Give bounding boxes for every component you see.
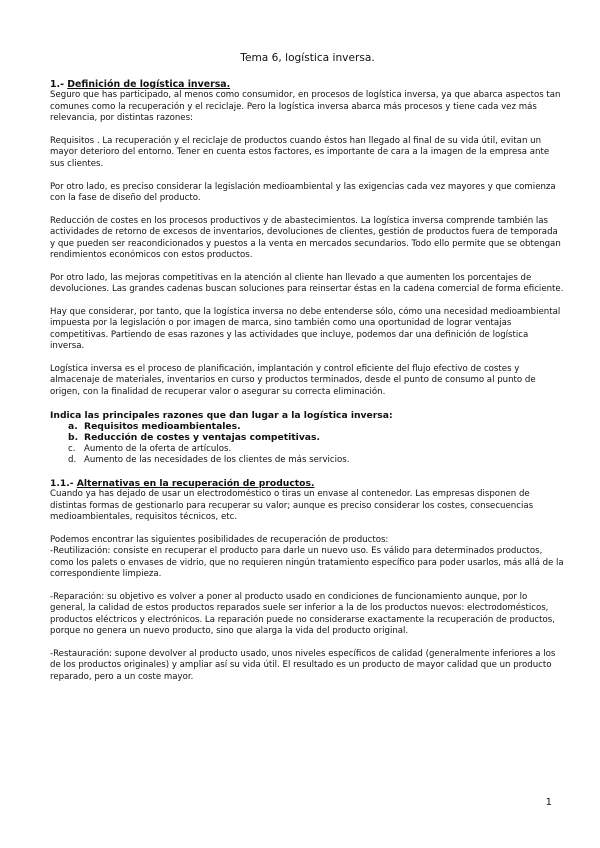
section-1-1-heading bbox=[50, 478, 565, 489]
list-marker: b. bbox=[68, 432, 79, 444]
section-1-1-title: Alternativas en la recuperación de productos. bbox=[76, 477, 315, 489]
list-item-text: Requisitos medioambientales. bbox=[84, 421, 241, 433]
list-marker: a. bbox=[68, 421, 78, 433]
paragraph-reduccion-costes: Reducción de costes en los procesos productivos y de abastecimientos. La logística inversa comprende también las actividades de retorno de excesos de inventarios, devoluciones de clientes, gestión de productos fuera de temporada y que pueden ser reacondicionados y puestos a la venta en mercados secundarios. Todo ello permite que se obtengan rendimientos económicos con estos productos. bbox=[50, 215, 561, 261]
section-1-heading bbox=[50, 79, 565, 90]
paragraph-requisitos: Requisitos . La recuperación y el reciclaje de productos cuando éstos han llegado al final de su vida útil, evitan un mayor deterioro del entorno. Tener en cuenta estos factores, es importante de cara a la imagen de la empresa ante sus clientes. bbox=[50, 136, 550, 169]
list-item bbox=[50, 444, 565, 455]
paragraph-mejoras-competitivas: Por otro lado, las mejoras competitivas en la atención al cliente han llevado a que aumenten los porcentajes de devoluciones. Las grandes cadenas buscan soluciones para reinsertar éstas en la cadena comercial de forma eficiente. bbox=[50, 272, 564, 295]
list-item bbox=[50, 455, 565, 466]
list-item bbox=[50, 421, 565, 432]
section-1-intro: Seguro que has participado, al menos como consumidor, en procesos de logística inversa, ya que abarca aspectos tan comunes como la recuperación y el reciclaje. Pero la logística inversa abarca más procesos y tiene cada vez más relevancia, por distintas razones: bbox=[50, 90, 561, 124]
list-item bbox=[50, 432, 565, 443]
section-1-number: 1.- bbox=[50, 79, 64, 90]
paragraph-considerar: Hay que considerar, por tanto, que la logística inversa no debe entenderse sólo, cómo una necesidad medioambiental impuesta por la legislación o por imagen de marca, sino también como una oportunidad de lograr ventajas competitivas. Partiendo de esas razones y las actividades que incluye, podemos dar una definición de logística inversa. bbox=[50, 307, 561, 352]
document-title: Tema 6, logística inversa. bbox=[240, 52, 375, 64]
paragraph-definicion: Logística inversa es el proceso de planificación, implantación y control eficiente del flujo efectivo de costes y almacenaje de materiales, inventarios en curso y productos terminados, desde el punto de consumo al punto de origen, con la finalidad de recuperar valor o asegurar su correcta eliminación. bbox=[50, 364, 536, 397]
section-1-title: Definición de logística inversa. bbox=[67, 79, 231, 90]
question-heading: Indica las principales razones que dan lugar a la logística inversa: bbox=[50, 409, 393, 421]
list-item-text: Aumento de las necesidades de los clientes de más servicios. bbox=[84, 455, 350, 466]
list-item-text: Aumento de la oferta de artículos. bbox=[84, 443, 232, 454]
list-marker: d. bbox=[68, 455, 77, 466]
section-1-1-intro: Cuando ya has dejado de usar un electrodoméstico o tiras un envase al contenedor. Las empresas disponen de distintas formas de gestionarlo para recuperar su valor; aunque es preciso considerar los costes, consecuencias medioambientales, requisitos técnicos, etc. bbox=[50, 489, 534, 522]
list-marker: c. bbox=[68, 443, 76, 454]
reasons-list bbox=[50, 421, 565, 467]
paragraph-restauracion: -Restauración: supone devolver al producto usado, unos niveles específicos de calidad (generalmente inferiores a los de los productos originales) y ampliar así su vida útil. El resultado es un producto de mayor calidad que un producto reparado, pero a un coste mayor. bbox=[50, 648, 556, 682]
paragraph-reparacion: -Reparación: su objetivo es volver a poner al producto usado en condiciones de funcionamiento aunque, por lo general, la calidad de estos productos reparados suele ser inferior a la de los productos nuevos: electrodomésticos, productos eléctricos y electrónicos. La reparación puede no considerarse exactamente la recuperación de productos, porque no genera un nuevo producto, sino que alarga la vida del producto original. bbox=[50, 591, 555, 636]
section-1-1-number: 1.1.- bbox=[50, 477, 74, 489]
page-number: 1 bbox=[545, 797, 552, 808]
paragraph-legislacion: Por otro lado, es preciso considerar la legislación medioambiental y las exigencias cada vez mayores y que comienza con la fase de diseño del producto. bbox=[50, 181, 556, 204]
document-body bbox=[50, 52, 565, 694]
list-item-text: Reducción de costes y ventajas competitivas. bbox=[84, 432, 320, 444]
recovery-options-lead: Podemos encontrar las siguientes posibilidades de recuperación de productos: bbox=[50, 534, 389, 545]
paragraph-reutilizacion: -Reutilización: consiste en recuperar el producto para darle un nuevo uso. Es válido para determinados productos, como los palets o envases de vidrio, que no requieren ningún tratamiento específico para poder usarlos, más allá de la correspondiente limpieza. bbox=[50, 546, 564, 579]
